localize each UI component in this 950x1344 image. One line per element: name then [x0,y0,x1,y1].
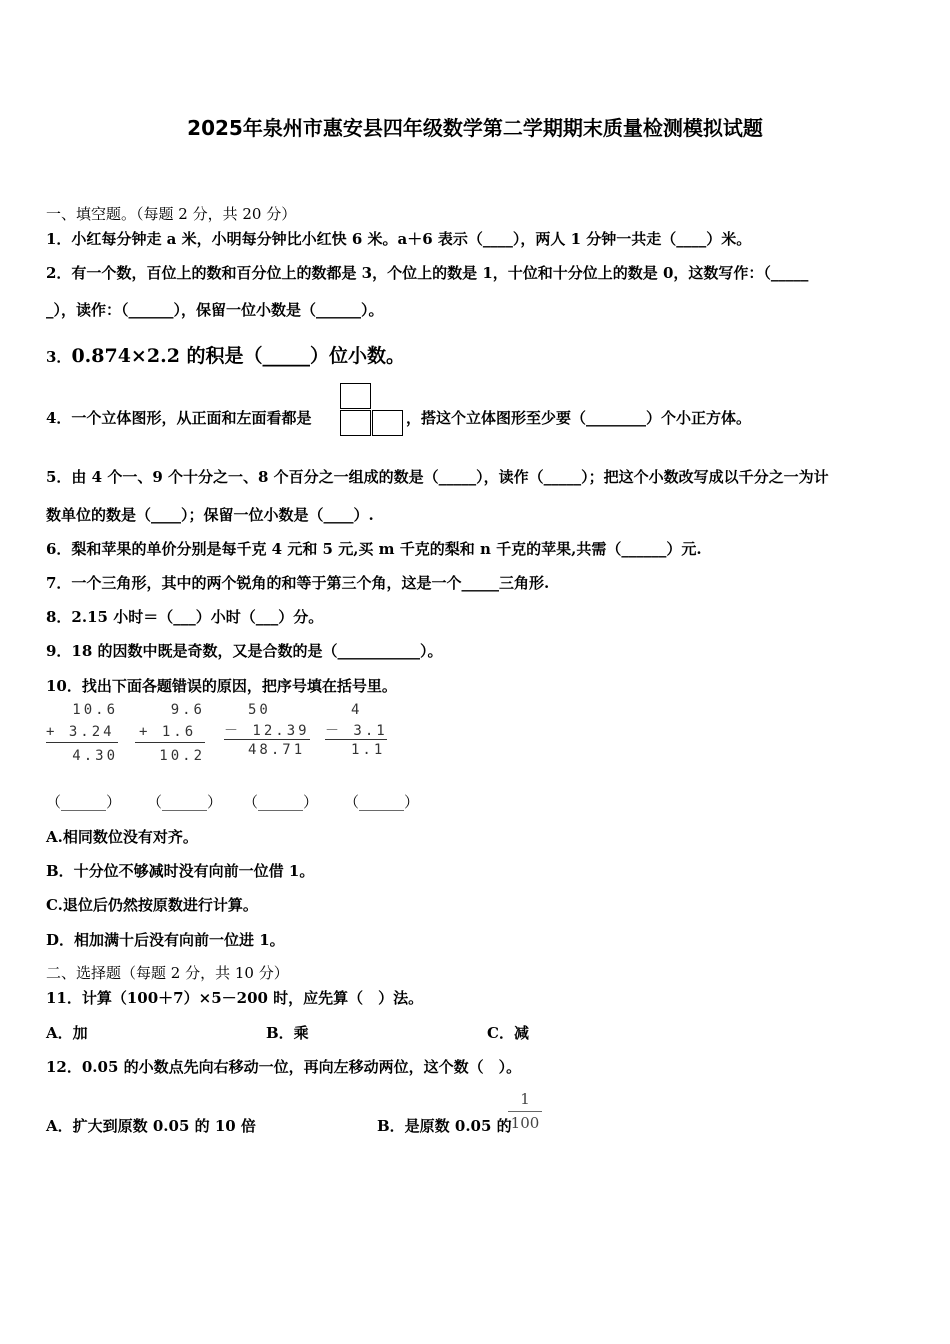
question-11: 11．计算（100＋7）×5－200 时，应先算（ ）法。 [46,989,424,1007]
fraction-one-hundredth [508,1088,542,1133]
answer-blank-3: （______） [243,793,319,811]
question-4-part-2: ，搭这个立体图形至少要（________）个小正方体。 [406,409,752,427]
answer-blank-2: （______） [147,793,223,811]
calc-3-result: 48.71 [248,742,306,758]
calc-1-mid: + 3.24 [46,724,115,740]
question-2-line-2: _），读作：（______），保留一位小数是（______）。 [46,301,384,319]
question-12-option-a: A．扩大到原数 0.05 的 10 倍 [46,1117,256,1135]
section-heading-1: 一、填空题。（每题 2 分，共 20 分） [46,205,297,223]
fraction-numerator: 1 [520,1090,530,1108]
question-1: 1．小红每分钟走 a 米，小明每分钟比小红快 6 米。a＋6 表示（____），两人 1 分钟一共走（____）米。 [46,230,752,248]
cube-view-figure [340,383,406,439]
cube-bottom-left [340,410,371,436]
question-11-option-c: C．减 [487,1024,529,1042]
question-3-text: 0.874×2.2 的积是（_____）位小数。 [71,345,406,367]
answer-blank-4: （______） [344,793,420,811]
calc-2-line [135,742,205,743]
calc-4-top: 4 [351,702,363,718]
calc-4-line [325,739,387,740]
calc-1-top: 10.6 [72,702,118,718]
question-6: 6．梨和苹果的单价分别是每千克 4 元和 5 元,买 m 千克的梨和 n 千克的苹果,共需（______）元. [46,540,702,558]
cube-top [340,383,371,409]
answer-blank-1: （______） [46,793,122,811]
question-4-part-1: 4．一个立体图形，从正面和左面看都是 [46,409,312,427]
calc-2-result: 10.2 [159,748,205,764]
question-10: 10．找出下面各题错误的原因，把序号填在括号里。 [46,677,397,695]
page-title: 2025年泉州市惠安县四年级数学第二学期期末质量检测模拟试题 [187,116,763,140]
question-5-line-2: 数单位的数是（____）；保留一位小数是（____）. [46,506,374,524]
question-11-option-a: A．加 [46,1024,88,1042]
calc-1-result: 4.30 [72,748,118,764]
question-12: 12．0.05 的小数点先向右移动一位，再向左移动两位，这个数（ ）。 [46,1058,522,1076]
question-5-line-1: 5．由 4 个一、9 个十分之一、8 个百分之一组成的数是（_____），读作（_____）；把这个小数改写成以千分之一为计 [46,468,829,486]
calc-2-top: 9.6 [170,702,205,718]
question-3-number: 3． [46,348,72,366]
question-8: 8．2.15 小时＝（___）小时（___）分。 [46,608,324,626]
calc-4-mid: － 3.1 [325,723,388,739]
calc-3-mid: － 12.39 [224,723,310,739]
option-c: C.退位后仍然按原数进行计算。 [46,896,258,914]
calc-1-line [46,742,118,743]
option-b: B．十分位不够减时没有向前一位借 1。 [46,862,315,880]
calc-4-result: 1.1 [351,742,386,758]
calc-3-line [224,739,310,740]
option-d: D．相加满十后没有向前一位进 1。 [46,931,285,949]
option-a: A.相同数位没有对齐。 [46,828,198,846]
cube-bottom-right [372,410,403,436]
section-heading-2: 二、选择题（每题 2 分，共 10 分） [46,964,289,982]
question-12-option-b: B．是原数 0.05 的 [377,1117,512,1135]
calc-3-top: 50 [248,702,271,718]
question-2-line-1: 2．有一个数，百位上的数和百分位上的数都是 3，个位上的数是 1，十位和十分位上的数是 0，这数写作：（_____ [46,264,809,282]
fraction-denominator: 100 [510,1114,540,1132]
question-9: 9．18 的因数中既是奇数，又是合数的是（___________）。 [46,642,443,660]
question-7: 7．一个三角形，其中的两个锐角的和等于第三个角，这是一个_____三角形. [46,574,550,592]
question-11-option-b: B．乘 [266,1024,309,1042]
question-3 [46,341,405,368]
fraction-bar [508,1111,542,1112]
calc-2-mid: + 1.6 [139,724,197,740]
